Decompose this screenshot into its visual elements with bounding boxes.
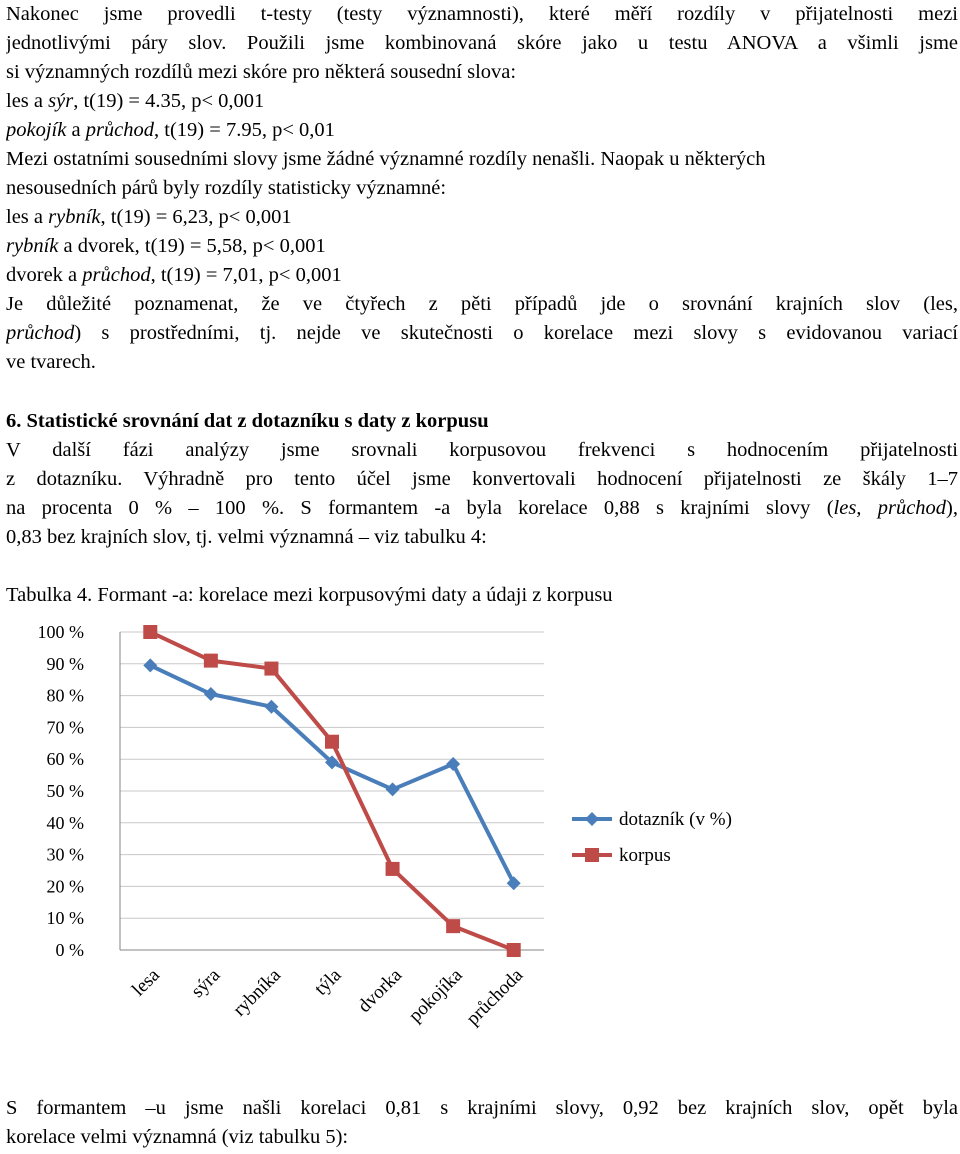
italic-word: průchod xyxy=(82,264,151,286)
data-point xyxy=(507,876,521,890)
y-tick-label: 100 % xyxy=(37,622,84,642)
legend-label: korpus xyxy=(619,845,671,866)
text-line xyxy=(6,523,958,552)
text-run: , t(19) = 7.95, p< 0,01 xyxy=(154,119,335,141)
data-point xyxy=(386,782,400,796)
text-run: , t(19) = 6,23, p< 0,001 xyxy=(100,206,292,228)
text-line xyxy=(6,1094,958,1123)
text-run: ve tvarech. xyxy=(6,351,96,373)
data-point xyxy=(143,625,157,639)
italic-word: pokojík xyxy=(6,119,67,141)
text-run: dvorek a xyxy=(6,264,83,286)
data-point xyxy=(386,862,400,876)
italic-word: rybník xyxy=(48,206,101,228)
text-run: si významných rozdílů mezi skóre pro některá sousední slova: xyxy=(6,61,517,83)
text-line xyxy=(6,232,958,261)
text-run: ), xyxy=(946,497,958,519)
series-line xyxy=(150,665,513,883)
legend-marker xyxy=(585,812,599,826)
text-run: korelace velmi významná (viz tabulku 5): xyxy=(6,1126,349,1148)
text-run: les a xyxy=(6,206,49,228)
text-run: na procenta 0 % – 100 %. S formantem -a byla korelace 0,88 s krajními slovy ( xyxy=(6,497,834,519)
text-run: a dvorek, t(19) = 5,58, p< 0,001 xyxy=(58,235,326,257)
data-point xyxy=(446,919,460,933)
x-tick-label: průchoda xyxy=(462,964,528,1030)
italic-word: průchod xyxy=(85,119,155,141)
text-line xyxy=(6,494,958,523)
text-run: 0,83 bez krajních slov, tj. velmi významná – viz tabulku 4: xyxy=(6,526,487,548)
italic-word: průchod xyxy=(6,322,75,344)
text-line xyxy=(6,58,958,87)
text-line xyxy=(6,261,958,290)
data-point xyxy=(507,943,521,957)
text-run: Nakonec jsme provedli t-testy (testy významnosti), které měří rozdíly v přijatelnosti mezi xyxy=(6,3,958,25)
y-tick-label: 30 % xyxy=(46,844,84,865)
text-run: a xyxy=(66,119,86,141)
data-point xyxy=(204,687,218,701)
text-line xyxy=(6,0,958,29)
text-run: ) s prostředními, tj. nejde ve skutečnosti o korelace mezi slovy s evidovanou variací xyxy=(74,322,958,344)
italic-word: sýr xyxy=(48,90,74,112)
x-tick-label: lesa xyxy=(128,964,164,1001)
text-line xyxy=(6,436,958,465)
data-point xyxy=(264,662,278,676)
x-tick-label: pokojíka xyxy=(404,964,467,1027)
text-run: , t(19) = 7,01, p< 0,001 xyxy=(150,264,342,286)
y-tick-label: 40 % xyxy=(46,812,84,833)
y-tick-label: 0 % xyxy=(55,940,84,960)
legend-label: dotazník (v %) xyxy=(619,809,732,830)
text-line xyxy=(6,174,958,203)
text-line xyxy=(6,1123,958,1152)
y-tick-label: 10 % xyxy=(46,908,84,929)
italic-word: rybník xyxy=(6,235,59,257)
text-line xyxy=(6,465,958,494)
text-run: jednotlivými páry slov. Použili jsme kombinovaná skóre jako u testu ANOVA a všimli jsme xyxy=(6,32,958,54)
table-caption: Tabulka 4. Formant -a: korelace mezi korpusovými daty a údaji z korpusu xyxy=(6,584,613,606)
data-point xyxy=(143,658,157,672)
y-tick-label: 50 % xyxy=(46,781,84,801)
data-point xyxy=(325,735,339,749)
text-run: les a xyxy=(6,90,49,112)
x-tick-label: rybníka xyxy=(229,964,285,1021)
text-run: S formantem –u jsme našli korelaci 0,81 s krajními slovy, 0,92 bez krajních slov, opět byla xyxy=(6,1097,958,1119)
text-run: , t(19) = 4.35, p< 0,001 xyxy=(73,90,265,112)
text-line xyxy=(6,348,958,377)
y-tick-label: 70 % xyxy=(46,717,84,738)
text-run: Mezi ostatními sousedními slovy jsme žádné významné rozdíly nenašli. Naopak u některých xyxy=(6,148,766,170)
y-tick-label: 90 % xyxy=(46,653,84,674)
line-chart xyxy=(0,608,960,1078)
x-tick-label: týla xyxy=(310,964,346,1000)
x-tick-label: sýra xyxy=(187,964,225,1002)
text-line xyxy=(6,87,958,116)
text-run: nesousedních párů byly rozdíly statisticky významné: xyxy=(6,177,447,199)
data-point xyxy=(204,654,218,668)
text-line xyxy=(6,203,958,232)
text-line xyxy=(6,145,958,174)
text-line xyxy=(6,116,958,145)
text-line xyxy=(6,290,958,319)
section-heading: 6. Statistické srovnání dat z dotazníku s daty z korpusu xyxy=(6,410,489,432)
y-tick-label: 20 % xyxy=(46,876,84,897)
text-run: z dotazníku. Výhradně pro tento účel jsme konvertovali hodnocení přijatelnosti ze škály 1–7 xyxy=(6,468,958,490)
text-run: Je důležité poznamenat, že ve čtyřech z pěti případů jde o srovnání krajních slov (les, xyxy=(6,293,958,315)
y-tick-label: 80 % xyxy=(46,685,84,706)
text-line xyxy=(6,29,958,58)
y-tick-label: 60 % xyxy=(46,749,84,770)
x-tick-label: dvorka xyxy=(353,964,407,1017)
text-line xyxy=(6,319,958,348)
legend-marker xyxy=(585,848,599,862)
italic-word: les, průchod xyxy=(833,497,947,519)
text-run: V další fázi analýzy jsme srovnali korpusovou frekvenci s hodnocením přijatelnosti xyxy=(6,439,958,461)
